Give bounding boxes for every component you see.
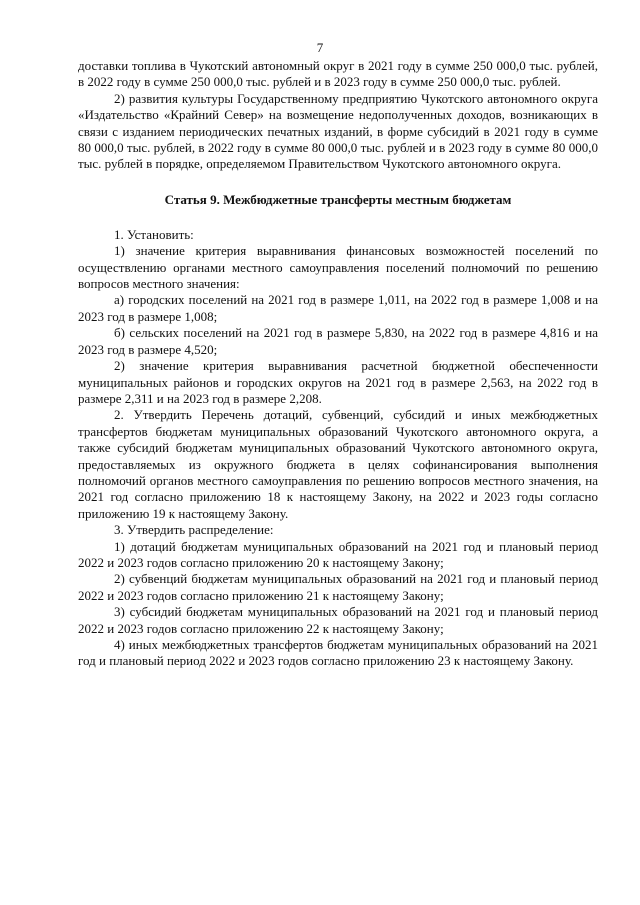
paragraph-urban-settlements: а) городских поселений на 2021 год в размере 1,011, на 2022 год в размере 1,008 и на 2023 год в размере 1,008; xyxy=(78,292,598,324)
paragraph-settlements-criterion: 1) значение критерия выравнивания финансовых возможностей поселений по осуществлению органами местного самоуправления поселений полномочий по решению вопросов местного значения: xyxy=(78,243,598,292)
document-body xyxy=(78,58,598,670)
paragraph-subsidies: 3) субсидий бюджетам муниципальных образований на 2021 год и плановый период 2022 и 2023 годов согласно приложению 22 к настоящему Закону; xyxy=(78,604,598,636)
paragraph-grants: 1) дотаций бюджетам муниципальных образований на 2021 год и плановый период 2022 и 2023 годов согласно приложению 20 к настоящему Закону; xyxy=(78,538,598,570)
paragraph-districts-criterion: 2) значение критерия выравнивания расчетной бюджетной обеспеченности муниципальных районов и городских округов на 2021 год в размере 2,563, на 2022 год в размере 2,311 и на 2023 год в размере 2,208. xyxy=(78,358,598,406)
paragraph-culture-subsidy: 2) развития культуры Государственному предприятию Чукотского автономного округа «Издательство «Крайний Север» на возмещение недополученных доходов, возникающих в связи с изданием периодических печатных изданий, в форме субсидий в 2021 году в сумме 80 000,0 тыс. рублей, в 2022 году в сумме 80 000,0 тыс. рублей и в 2023 году в сумме 80 000,0 тыс. рублей в порядке, определяемом Правительством Чукотского автономного округа. xyxy=(78,90,598,172)
article-9-title: Статья 9. Межбюджетные трансферты местным бюджетам xyxy=(164,191,512,207)
paragraph-fuel-delivery: доставки топлива в Чукотский автономный округ в 2021 году в сумме 250 000,0 тыс. рублей, в 2022 году в сумме 250 000,0 тыс. рублей и в 2023 году в сумме 250 000,0 тыс. рублей. xyxy=(78,58,598,90)
paragraph-other-transfers: 4) иных межбюджетных трансфертов бюджетам муниципальных образований на 2021 год и плановый период 2022 и 2023 годов согласно приложению 23 к настоящему Закону. xyxy=(78,637,598,669)
paragraph-approve-distribution: 3. Утвердить распределение: xyxy=(114,522,274,538)
page-number: 7 xyxy=(316,40,324,55)
paragraph-rural-settlements: б) сельских поселений на 2021 год в размере 5,830, на 2022 год в размере 4,816 и на 2023 год в размере 4,520; xyxy=(78,325,598,357)
paragraph-subventions: 2) субвенций бюджетам муниципальных образований на 2021 год и плановый период 2022 и 2023 годов согласно приложению 21 к настоящему Закону; xyxy=(78,571,598,603)
paragraph-establish: 1. Установить: xyxy=(114,226,194,242)
paragraph-approve-list: 2. Утвердить Перечень дотаций, субвенций, субсидий и иных межбюджетных трансфертов бюджетам муниципальных образований Чукотского автономного округа, а также субсидий бюджетам муниципальных образований Чукотского автономного округа, предоставляемых из окружного бюджета в целях софинансирования выполнения полномочий органов местного самоуправления по решению вопросов местного значения, на 2021 год согласно приложению 18 к настоящему Закону, на 2022 и 2023 годы согласно приложению 19 к настоящему Закону. xyxy=(78,407,598,521)
